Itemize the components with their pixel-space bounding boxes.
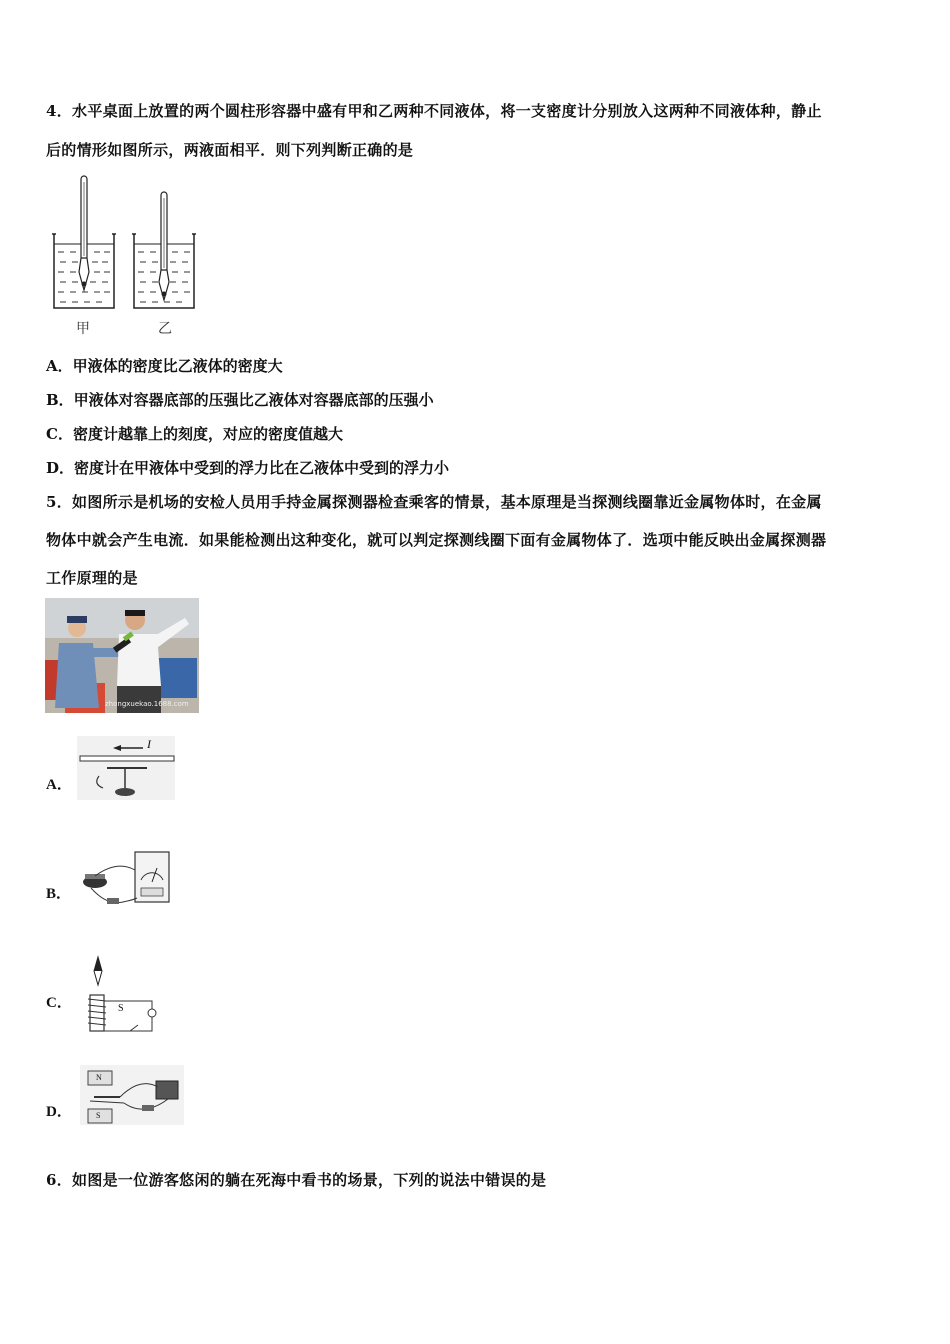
q4-stem-line-1: 4．水平桌面上放置的两个圆柱形容器中盛有甲和乙两种不同液体，将一支密度计分别放入这两种不同液体种，静止 <box>46 102 822 120</box>
q4-option-d: D．密度计在甲液体中受到的浮力比在乙液体中受到的浮力小 <box>46 459 450 477</box>
beaker-right <box>132 192 196 308</box>
figD-magnet-top: N <box>96 1073 102 1082</box>
figC-switch-label: S <box>118 1003 124 1014</box>
q5-option-a-letter: A． <box>46 777 72 793</box>
figD-magnet-bottom: S <box>96 1111 101 1120</box>
beaker-right-label: 乙 <box>158 321 172 337</box>
q4-option-a: A．甲液体的密度比乙液体的密度大 <box>46 357 283 375</box>
q5-option-b-figure <box>77 850 172 910</box>
beaker-left-label: 甲 <box>76 321 90 337</box>
q5-option-a-figure <box>77 736 175 800</box>
q5-option-c-letter: C． <box>46 995 72 1011</box>
q5-security-photo <box>45 598 199 713</box>
q4-option-b: B．甲液体对容器底部的压强比乙液体对容器底部的压强小 <box>46 391 434 409</box>
beaker-left <box>52 176 116 308</box>
q5-option-d-figure <box>80 1065 184 1125</box>
q4-beakers-figure <box>46 172 206 342</box>
q4-option-c: C．密度计越靠上的刻度，对应的密度值越大 <box>46 425 343 443</box>
q5-stem-line-1: 5．如图所示是机场的安检人员用手持金属探测器检查乘客的情景，基本原理是当探测线圈靠近金属物体时，在金属 <box>46 493 822 511</box>
q5-stem-line-2: 物体中就会产生电流．如果能检测出这种变化，就可以判定探测线圈下面有金属物体了．选项中能反映出金属探测器 <box>46 531 827 549</box>
photo-watermark: zhongxuekao.1688.com <box>105 700 189 708</box>
q4-stem-line-2: 后的情形如图所示，两液面相平．则下列判断正确的是 <box>46 141 414 159</box>
q6-stem-line-1: 6．如图是一位游客悠闲的躺在死海中看书的场景，下列的说法中错误的是 <box>46 1171 547 1189</box>
figA-current-label: I <box>147 737 151 751</box>
q5-option-b-letter: B． <box>46 886 72 902</box>
q5-option-c-figure <box>80 955 160 1037</box>
q5-stem-line-3: 工作原理的是 <box>46 569 138 587</box>
q5-option-d-letter: D． <box>46 1104 72 1120</box>
